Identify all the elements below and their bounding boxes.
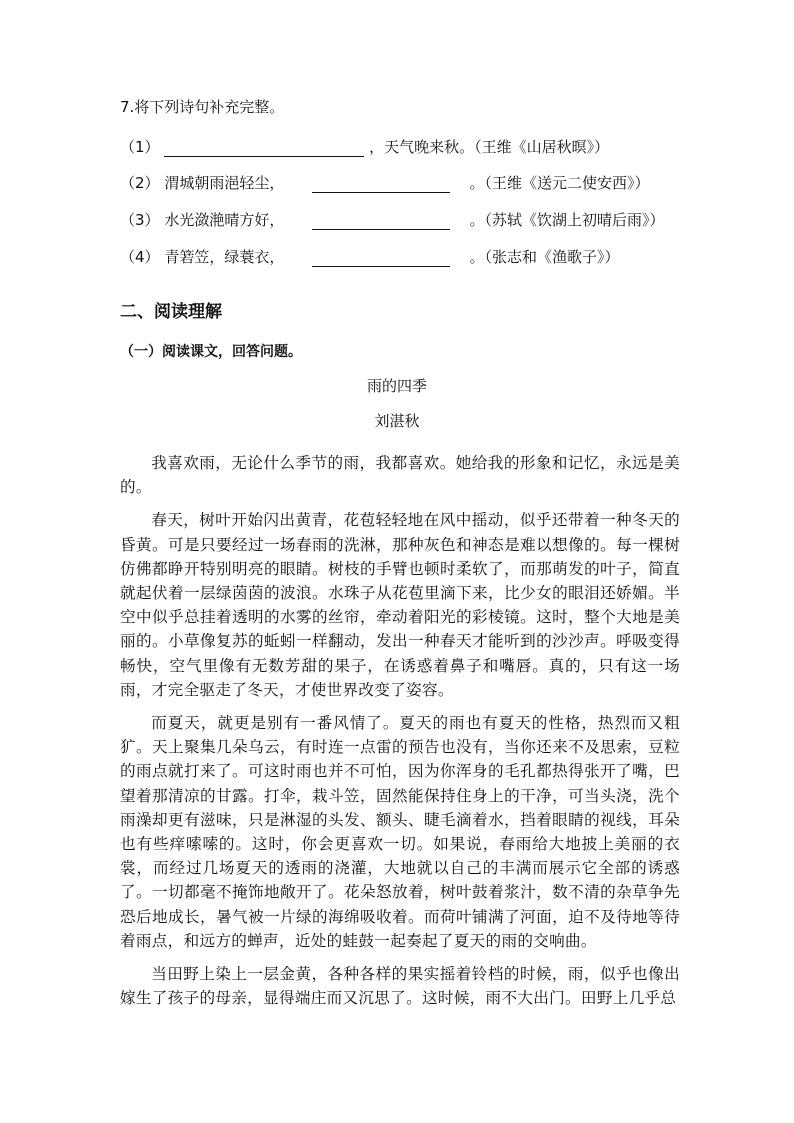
subsection-heading: （一）阅读课文，回答问题。 [120,344,302,360]
item-number: （1） [120,138,160,156]
essay-paragraph: 当田野上染上一层金黄，各种各样的果实摇着铃档的时候，雨，似乎也像出嫁生了孩子的母亲，显得端庄而又沉思了。这时候，雨不大出门。田野上几乎总 [120,965,680,1008]
item-number: （3） [120,211,160,229]
item-text-after: 。（苏轼《饮湖上初晴后雨》） [469,211,665,229]
item-text-before: 青箬笠，绿蓑衣， [164,248,285,266]
fill-in-item-1 [120,137,609,157]
answer-blank[interactable] [312,248,450,267]
essay-paragraph: 我喜欢雨，无论什么季节的雨，我都喜欢。她给我的形象和记忆，永远是美的。 [120,454,680,497]
question-title: 7.将下列诗句补充完整。 [120,98,285,116]
fill-in-item-4 [120,247,619,267]
essay-body [120,451,680,1019]
fill-in-item-2 [120,173,649,193]
answer-blank[interactable] [312,211,450,230]
answer-blank[interactable] [312,174,450,193]
item-text-before: 渭城朝雨浥轻尘， [164,174,285,192]
answer-blank[interactable] [164,138,364,157]
essay-title: 雨的四季 [366,377,427,395]
item-text-before: 水光潋滟晴方好， [164,211,285,229]
item-number: （2） [120,174,160,192]
essay-author: 刘湛秋 [374,412,420,430]
item-number: （4） [120,248,160,266]
essay-paragraph: 春天，树叶开始闪出黄青，花苞轻轻地在风中摇动，似乎还带着一种冬天的昏黄。可是只要经过一场春雨的洗淋，那种灰色和神态是难以想像的。每一棵树仿佛都睁开特别明亮的眼睛。树枝的手臂也顿时柔软了，而那萌发的叶子，简直就起伏着一层绿茵茵的波浪。水珠子从花苞里滴下来，比少女的眼泪还娇媚。半空中似乎总挂着透明的水雾的丝帘，牵动着阳光的彩棱镜。这时，整个大地是美丽的。小草像复苏的蚯蚓一样翻动，发出一种春天才能听到的沙沙声。呼吸变得畅快，空气里像有无数芳甜的果子，在诱惑着鼻子和嘴唇。真的，只有这一场雨，才完全驱走了冬天，才使世界改变了姿容。 [120,511,680,699]
essay-paragraph: 而夏天，就更是别有一番风情了。夏天的雨也有夏天的性格，热烈而又粗犷。天上聚集几朵乌云，有时连一点雷的预告也没有，当你还来不及思索，豆粒的雨点就打来了。可这时雨也并不可怕，因为你浑身的毛孔都热得张开了嘴，巴望着那清凉的甘露。打伞，栽斗笠，固然能保持住身上的干净，可当头浇，洗个雨澡却更有滋味，只是淋湿的头发、额头、睫毛滴着水，挡着眼睛的视线，耳朵也有些痒嗦嗦的。这时，你会更喜欢一切。如果说，春雨给大地披上美丽的衣裳，而经过几场夏天的透雨的浇灌，大地就以自己的丰满而展示它全部的诱惑了。一切都毫不掩饰地敞开了。花朵怒放着，树叶鼓着浆汁，数不清的杂草争先恐后地成长，暑气被一片绿的海绵吸收着。而荷叶铺满了河面，迫不及待地等待着雨点，和远方的蝉声，近处的蛙鼓一起奏起了夏天的雨的交响曲。 [120,714,680,950]
item-text-after: ，天气晚来秋。（王维《山居秋暝》） [369,138,610,156]
item-text-after: 。（张志和《渔歌子》） [469,248,620,266]
section-heading: 二、阅读理解 [120,302,222,322]
item-text-after: 。（王维《送元二使安西》） [469,174,650,192]
fill-in-item-3 [120,210,664,230]
